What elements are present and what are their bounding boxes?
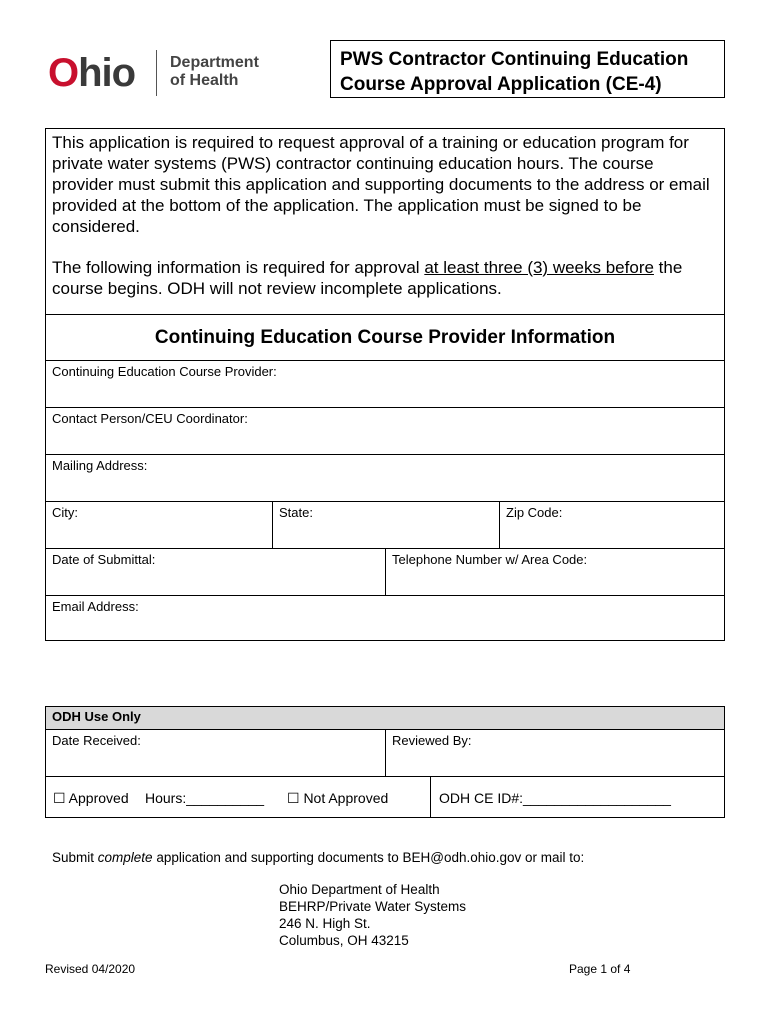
address-line: Ohio Department of Health <box>279 882 440 897</box>
logo-department-text: Department of Health <box>170 54 259 89</box>
address-line: Columbus, OH 43215 <box>279 933 409 948</box>
provider-row <box>46 361 724 408</box>
course-provider-field[interactable]: Continuing Education Course Provider: <box>52 364 277 379</box>
zip-code-field[interactable]: Zip Code: <box>499 502 724 548</box>
mailing-address-block <box>279 881 579 949</box>
email-address-field[interactable]: Email Address: <box>52 599 139 614</box>
approved-checkbox[interactable]: ☐ Approved <box>53 790 129 806</box>
state-field[interactable]: State: <box>272 502 499 548</box>
ohio-department-of-health-logo <box>48 48 268 98</box>
provider-section-heading: Continuing Education Course Provider Information <box>46 315 724 361</box>
intro-box <box>45 128 725 315</box>
odh-use-only-heading: ODH Use Only <box>46 707 724 730</box>
city-state-zip-row <box>46 502 724 549</box>
not-approved-checkbox[interactable]: ☐ Not Approved <box>287 790 389 806</box>
odh-approval-row <box>46 777 724 817</box>
approval-cell <box>46 777 430 817</box>
date-of-submittal-field[interactable]: Date of Submittal: <box>52 552 156 567</box>
odh-review-row <box>46 730 724 777</box>
intro-paragraph-1: This application is required to request approval of a training or education program for private water systems (PWS) contractor continuing education hours. The course provider must submit this application and supporting documents to the address or email provided at the bottom of the application. The application must be signed to be considered. <box>52 133 710 236</box>
date-received-field[interactable]: Date Received: <box>52 733 141 748</box>
contact-person-field[interactable]: Contact Person/CEU Coordinator: <box>52 411 248 426</box>
date-phone-row <box>46 549 724 596</box>
address-line: BEHRP/Private Water Systems <box>279 899 467 914</box>
form-title <box>330 40 725 98</box>
mailing-address-field[interactable]: Mailing Address: <box>52 458 148 473</box>
contact-row <box>46 408 724 455</box>
form-title-line2: Course Approval Application (CE-4) <box>340 74 662 95</box>
odh-use-only-section <box>45 706 725 818</box>
revision-date: Revised 04/2020 <box>45 962 136 976</box>
provider-info-section <box>45 314 725 641</box>
submit-instructions: Submit complete application and supporting documents to BEH@odh.ohio.gov or mail to: <box>52 850 585 865</box>
email-row <box>46 596 724 640</box>
odh-ce-id-field[interactable]: ODH CE ID#:___________________ <box>430 777 724 817</box>
telephone-field[interactable]: Telephone Number w/ Area Code: <box>385 549 724 595</box>
hours-field[interactable]: Hours:__________ <box>145 790 265 806</box>
form-title-line1: PWS Contractor Continuing Education <box>340 49 689 70</box>
intro-paragraph-2: The following information is required for approval at least three (3) weeks before the course begins. ODH will not review incomplete applications. <box>52 258 683 298</box>
logo-wordmark: Ohio <box>48 51 136 95</box>
reviewed-by-field[interactable]: Reviewed By: <box>385 730 724 776</box>
city-field[interactable]: City: <box>52 505 78 520</box>
logo-divider <box>156 50 157 96</box>
page-number: Page 1 of 4 <box>569 962 631 976</box>
address-line: 246 N. High St. <box>279 916 371 931</box>
mailing-row <box>46 455 724 502</box>
